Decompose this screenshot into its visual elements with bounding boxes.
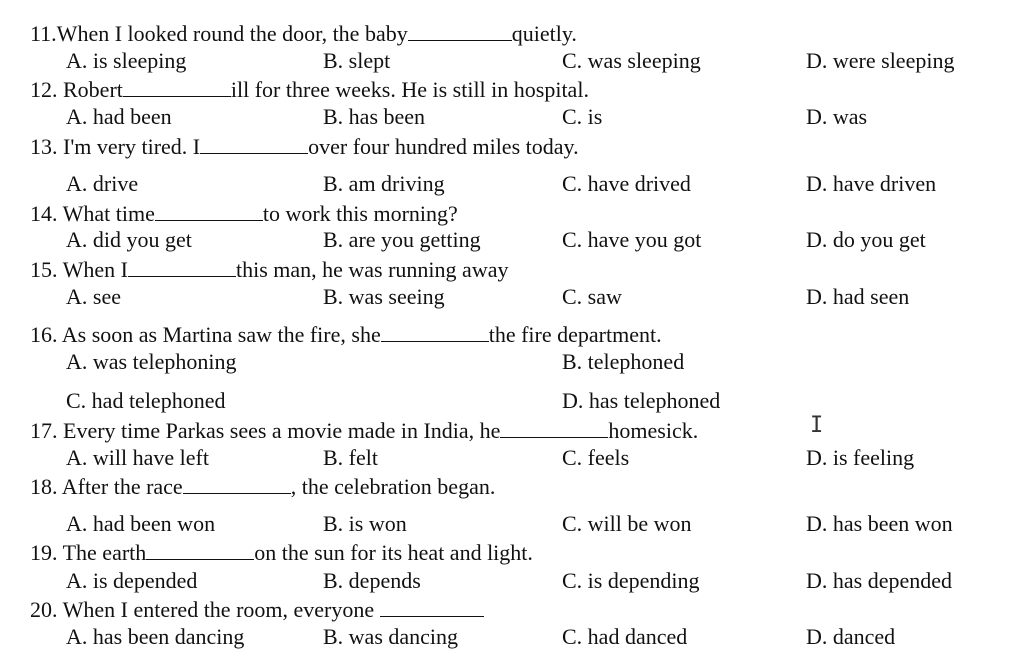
- option-d[interactable]: D. had seen: [806, 284, 910, 309]
- question-11: [30, 22, 577, 45]
- question-stem-end: this man, he was running away: [235, 257, 509, 282]
- option-c[interactable]: C. is depending: [562, 568, 700, 593]
- answer-blank[interactable]: [408, 22, 512, 41]
- question-stem-end: ill for three weeks. He is still in hospital.: [230, 77, 589, 102]
- option-b[interactable]: B. am driving: [323, 171, 445, 196]
- option-b[interactable]: B. is won: [323, 511, 407, 536]
- question-stem: 20. When I entered the room, everyone: [30, 597, 375, 622]
- question-stem-end: to work this morning?: [262, 201, 458, 226]
- option-c[interactable]: C. have you got: [562, 227, 702, 252]
- option-d[interactable]: D. were sleeping: [806, 48, 955, 73]
- answer-blank[interactable]: [183, 475, 291, 494]
- answer-blank[interactable]: [380, 598, 484, 617]
- question-13: [30, 135, 579, 158]
- question-stem-end: the fire department.: [488, 322, 662, 347]
- question-stem-end: homesick.: [608, 418, 699, 443]
- option-d[interactable]: D. have driven: [806, 171, 937, 196]
- option-b[interactable]: B. has been: [323, 104, 426, 129]
- question-stem-end: over four hundred miles today.: [308, 134, 579, 159]
- answer-blank[interactable]: [500, 419, 608, 438]
- question-14: [30, 202, 458, 225]
- option-d[interactable]: D. was: [806, 104, 868, 129]
- option-b[interactable]: B. was dancing: [323, 624, 459, 649]
- answer-blank[interactable]: [381, 323, 489, 342]
- option-c[interactable]: C. feels: [562, 445, 630, 470]
- option-c[interactable]: C. is: [562, 104, 603, 129]
- question-stem: 13. I'm very tired. I: [30, 134, 201, 159]
- answer-blank[interactable]: [155, 202, 263, 221]
- question-12: [30, 78, 589, 101]
- option-c[interactable]: C. had telephoned: [66, 388, 226, 413]
- option-b[interactable]: B. depends: [323, 568, 421, 593]
- question-17: [30, 419, 698, 442]
- option-a[interactable]: A. was telephoning: [66, 349, 237, 374]
- question-stem: 17. Every time Parkas sees a movie made in India, he: [30, 418, 501, 443]
- option-c[interactable]: C. had danced: [562, 624, 688, 649]
- question-stem-end: on the sun for its heat and light.: [254, 540, 533, 565]
- option-a[interactable]: A. see: [66, 284, 121, 309]
- option-b[interactable]: B. felt: [323, 445, 378, 470]
- option-b[interactable]: B. telephoned: [562, 349, 685, 374]
- option-a[interactable]: A. has been dancing: [66, 624, 245, 649]
- option-d[interactable]: D. has depended: [806, 568, 953, 593]
- answer-blank[interactable]: [146, 541, 254, 560]
- option-d[interactable]: D. has been won: [806, 511, 953, 536]
- question-stem: 16. As soon as Martina saw the fire, she: [30, 322, 381, 347]
- question-stem: 14. What time: [30, 201, 155, 226]
- text-cursor-icon: I: [810, 413, 824, 438]
- question-stem: 18. After the race: [30, 474, 183, 499]
- question-20: [30, 598, 484, 621]
- question-stem: 15. When I: [30, 257, 128, 282]
- option-c[interactable]: C. was sleeping: [562, 48, 701, 73]
- option-a[interactable]: A. did you get: [66, 227, 192, 252]
- question-stem: 19. The earth: [30, 540, 147, 565]
- option-d[interactable]: D. danced: [806, 624, 896, 649]
- option-a[interactable]: A. is depended: [66, 568, 198, 593]
- option-a[interactable]: A. drive: [66, 171, 139, 196]
- question-stem: 12. Robert: [30, 77, 123, 102]
- option-a[interactable]: A. will have left: [66, 445, 209, 470]
- question-stem-end: , the celebration began.: [290, 474, 496, 499]
- option-a[interactable]: A. is sleeping: [66, 48, 187, 73]
- question-18: [30, 475, 495, 498]
- option-b[interactable]: B. are you getting: [323, 227, 481, 252]
- question-stem-end: quietly.: [511, 21, 577, 46]
- option-b[interactable]: B. slept: [323, 48, 391, 73]
- option-c[interactable]: C. have drived: [562, 171, 691, 196]
- answer-blank[interactable]: [128, 258, 236, 277]
- answer-blank[interactable]: [200, 135, 308, 154]
- option-c[interactable]: C. saw: [562, 284, 622, 309]
- option-a[interactable]: A. had been: [66, 104, 172, 129]
- option-a[interactable]: A. had been won: [66, 511, 216, 536]
- option-d[interactable]: D. has telephoned: [562, 388, 721, 413]
- option-c[interactable]: C. will be won: [562, 511, 692, 536]
- option-d[interactable]: D. is feeling: [806, 445, 915, 470]
- question-stem: 11.When I looked round the door, the baby: [30, 21, 408, 46]
- option-b[interactable]: B. was seeing: [323, 284, 445, 309]
- question-15: [30, 258, 508, 281]
- question-19: [30, 541, 533, 564]
- option-d[interactable]: D. do you get: [806, 227, 926, 252]
- answer-blank[interactable]: [123, 78, 231, 97]
- question-16: [30, 323, 662, 346]
